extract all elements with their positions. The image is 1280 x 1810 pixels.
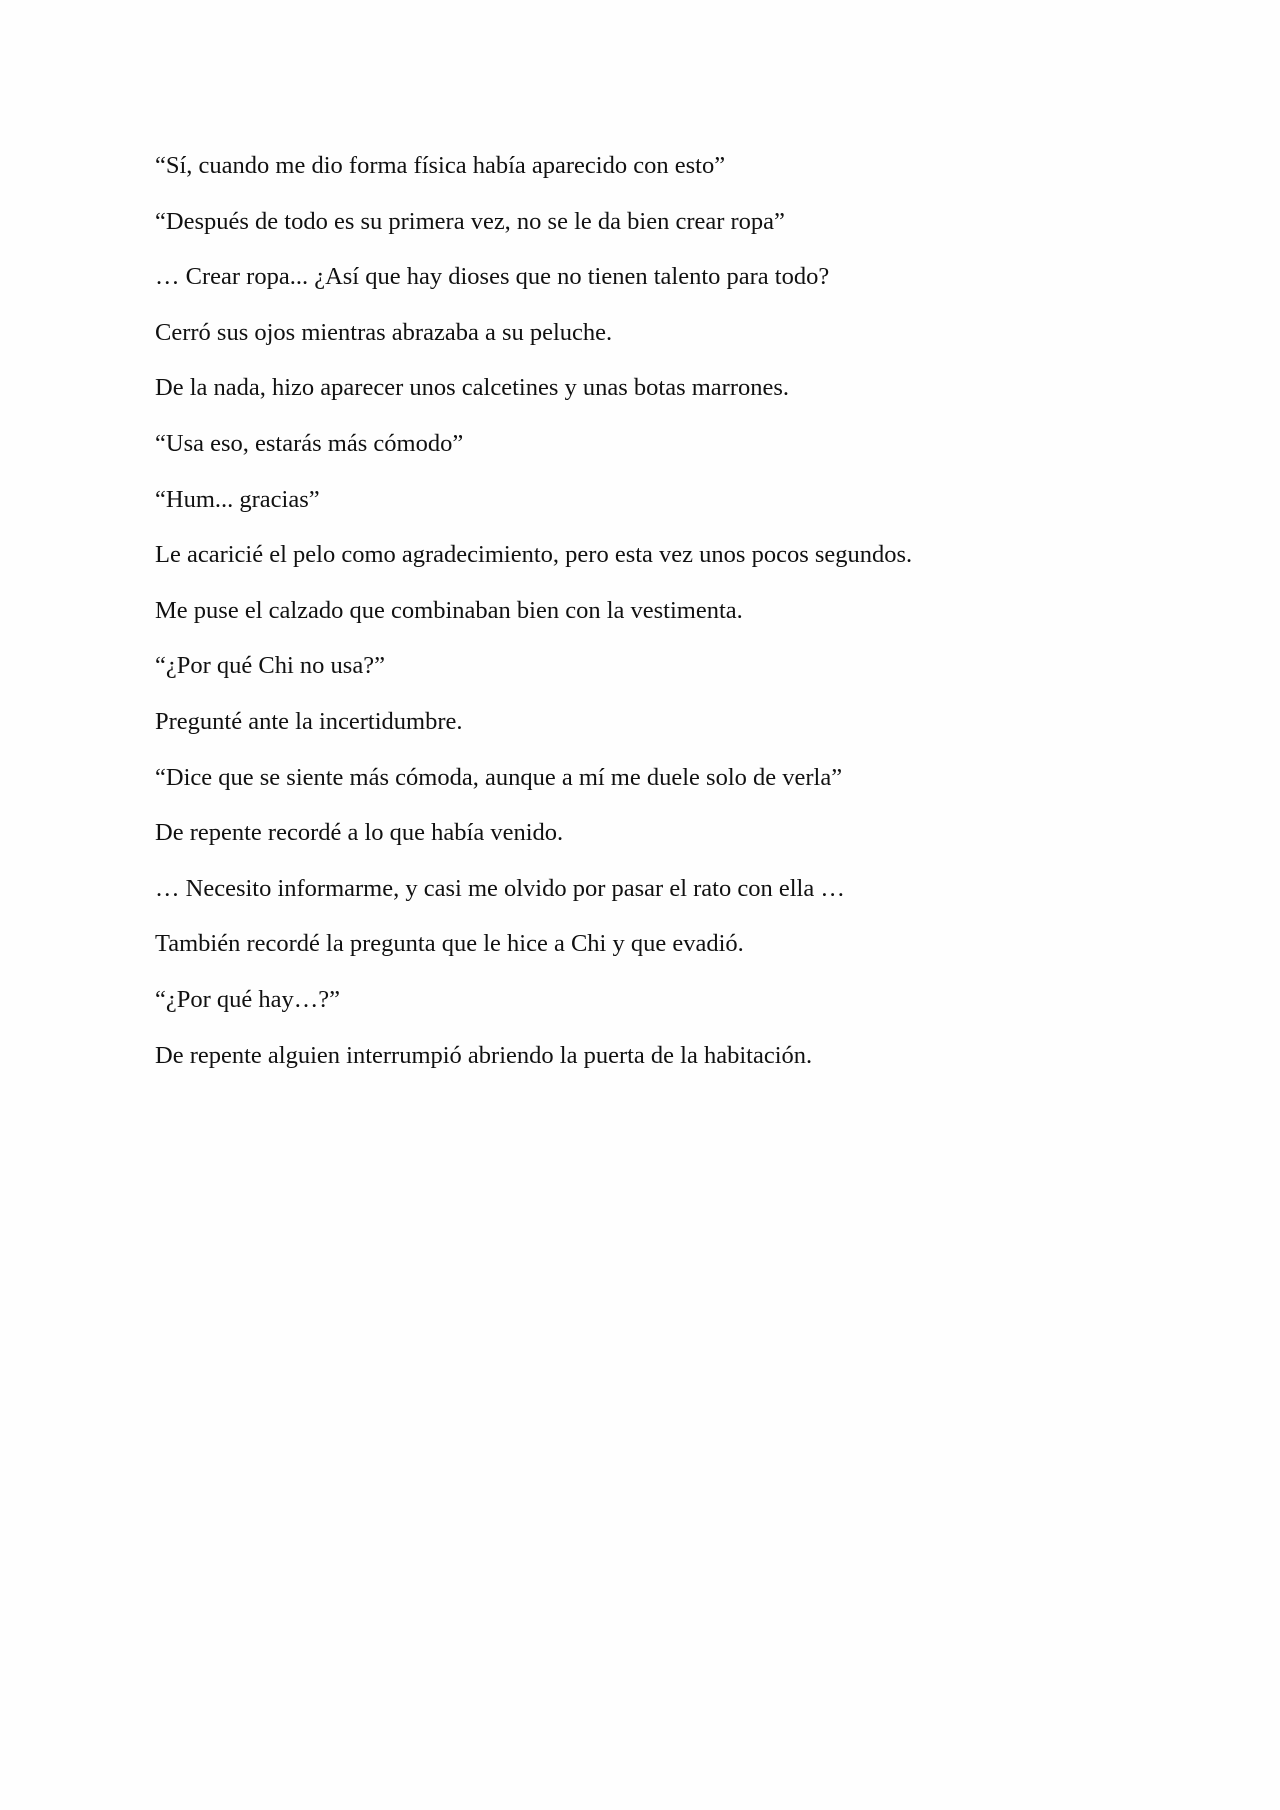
paragraph: “Sí, cuando me dio forma física había aparecido con esto” (155, 152, 726, 179)
paragraph: … Crear ropa... ¿Así que hay dioses que no tienen talento para todo? (155, 263, 830, 291)
paragraph: … Necesito informarme, y casi me olvido por pasar el rato con ella … (155, 874, 845, 902)
paragraph: Me puse el calzado que combinaban bien con la vestimenta. (155, 596, 743, 624)
paragraph: “Usa eso, estarás más cómodo” (155, 429, 464, 457)
paragraph: También recordé la pregunta que le hice a Chi y que evadió. (155, 930, 744, 958)
paragraph: De la nada, hizo aparecer unos calcetines y unas botas marrones. (155, 374, 790, 402)
text-body (155, 150, 1155, 1095)
paragraph: De repente alguien interrumpió abriendo la puerta de la habitación. (155, 1041, 813, 1069)
paragraph: Pregunté ante la incertidumbre. (155, 707, 463, 735)
paragraph: Le acaricié el pelo como agradecimiento, pero esta vez unos pocos segundos. (155, 541, 913, 569)
paragraph: De repente recordé a lo que había venido. (155, 819, 564, 847)
paragraph: “Después de todo es su primera vez, no se le da bien crear ropa” (155, 207, 785, 235)
paragraph: “¿Por qué Chi no usa?” (155, 652, 385, 680)
paragraph: “Hum... gracias” (155, 485, 320, 513)
paragraph: “Dice que se siente más cómoda, aunque a mí me duele solo de verla” (155, 763, 843, 791)
paragraph: “¿Por qué hay…?” (155, 985, 341, 1013)
paragraph: Cerró sus ojos mientras abrazaba a su peluche. (155, 318, 613, 346)
